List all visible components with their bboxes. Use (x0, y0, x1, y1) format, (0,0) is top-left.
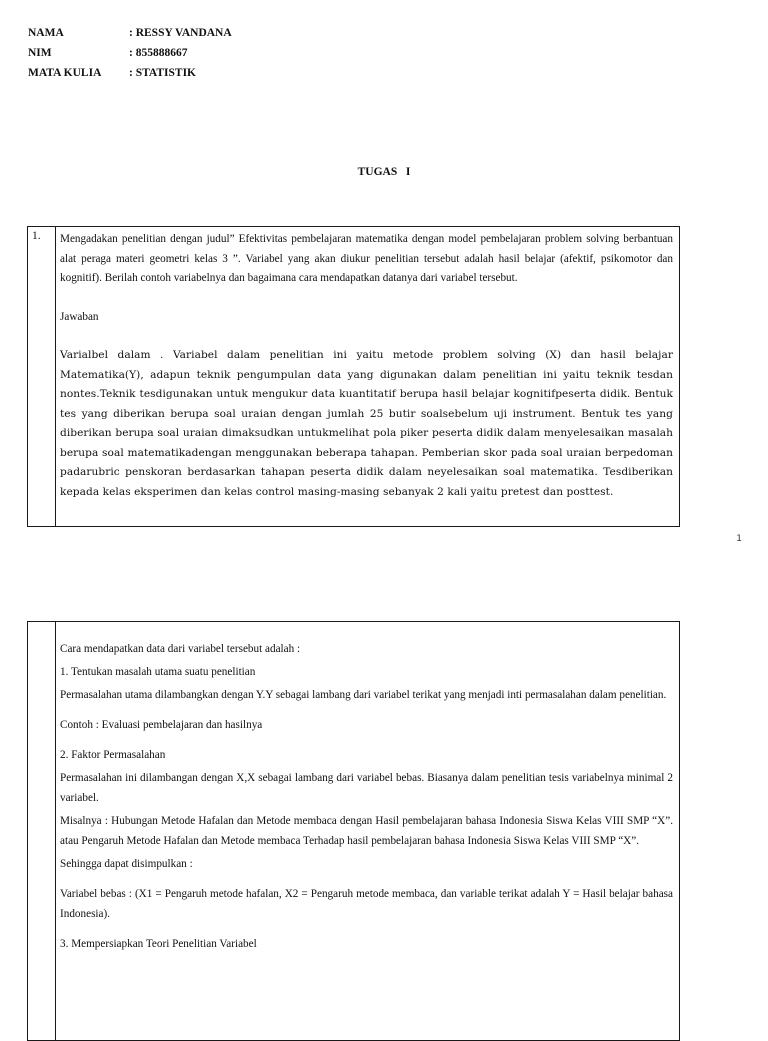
course-value: : STATISTIK (129, 67, 197, 79)
page-number: 1 (736, 534, 742, 544)
course-row (28, 65, 232, 85)
conclusion-label: Sehingga dapat disimpulkan : (60, 858, 193, 870)
step-2-title: 2. Faktor Permasalahan (60, 749, 166, 761)
task-1-question: Mengadakan penelitian dengan judul” Efektivitas pembelajaran matematika dengan model pembelajaran problem solving berbantuan alat peraga materi geometri kelas 3 ”. Variabel yang akan diukur penelitian tersebut adalah hasil belajar (afektif, psikomotor dan kognitif). Berilah contoh variabelnya dan bagaimana cara mendapatkan datanya dari variabel tersebut. (60, 233, 673, 284)
step-2-text: Permasalahan ini dilambangan dengan X,X sebagai lambang dari variabel bebas. Biasanya dalam penelitian tesis variabelnya minimal 2 variabel. (60, 772, 673, 804)
name-label: NAMA (28, 27, 64, 39)
course-label: MATA KULIA (28, 67, 102, 79)
nim-label: NIM (28, 47, 52, 59)
task-1-continuation-table (27, 621, 680, 1041)
answer-label: Jawaban (60, 310, 99, 323)
name-value: : RESSY VANDANA (129, 27, 232, 39)
nim-value: : 855888667 (129, 47, 188, 59)
data-method-intro: Cara mendapatkan data dari variabel tersebut adalah : (60, 643, 301, 655)
nim-row (28, 45, 232, 65)
assignment-title: TUGAS I (357, 166, 411, 178)
step-2-example: Misalnya : Hubungan Metode Hafalan dan Metode membaca dengan Hasil pembelajaran bahasa Indonesia Siswa Kelas VIII SMP “X”. atau Pengaruh Metode Hafalan dan Metode membaca Terhadap hasil pembelajaran bahasa Indonesia Siswa Kelas VIII SMP “X”. (60, 815, 673, 847)
step-1-title: 1. Tentukan masalah utama suatu penelitian (60, 666, 256, 678)
task-1-continuation-content (56, 622, 679, 1040)
task-1-answer: Varialbel dalam . Variabel dalam penelitian ini yaitu metode problem solving (X) dan hasil belajar Matematika(Y), adapun teknik pengumpulan data yang digunakan dalam penelitian ini yaitu teknik tesdan nontes.Teknik tesdigunakan untuk mengukur data kuantitatif berupa hasil belajar kognitifpeserta didik. Bentuk tes yang diberikan berupa soal uraian dengan jumlah 25 butir soalsebelum uji instrument. Bentuk tes yang diberikan berupa soal uraian dimaksudkan untukmelihat pola piker peserta didik dalam menyelesaikan masalah berupa soal matematikadengan menggunakan beberapa tahapan. Pemberian skor pada soal uraian berpedoman padarubric penskoran berdasarkan tahapan peserta didik dalam neyelesaikan soal matematika. Tesdiberikan kepada kelas eksperimen dan kelas control masing-masing sebanyak 2 kali yaitu pretest dan posttest. (60, 349, 673, 498)
task-1-content (56, 227, 679, 526)
student-info-header (28, 25, 232, 85)
task-number: 1. (28, 227, 56, 526)
name-row (28, 25, 232, 45)
step-1-text: Permasalahan utama dilambangkan dengan Y.Y sebagai lambang dari variabel terikat yang menjadi inti permasalahan dalam penelitian. (60, 689, 667, 701)
step-3-title: 3. Mempersiapkan Teori Penelitian Variabel (60, 938, 257, 950)
task-number-cell-empty (28, 622, 56, 1040)
conclusion-text: Variabel bebas : (X1 = Pengaruh metode hafalan, X2 = Pengaruh metode membaca, dan variable terikat adalah Y = Hasil belajar bahasa Indonesia). (60, 888, 673, 920)
task-1-table (27, 226, 680, 527)
step-1-example: Contoh : Evaluasi pembelajaran dan hasilnya (60, 719, 263, 731)
